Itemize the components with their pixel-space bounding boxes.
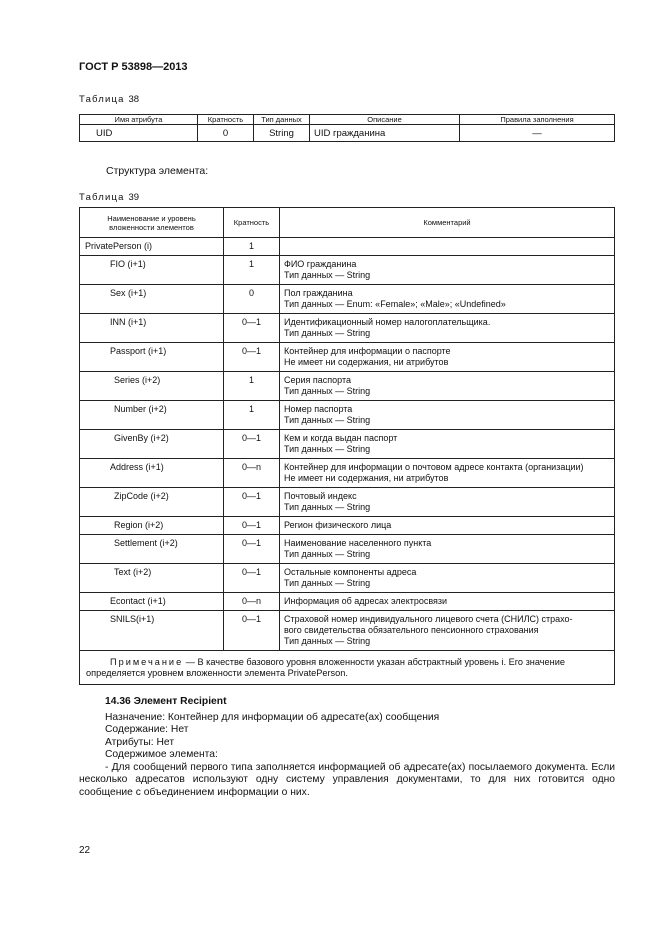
cell-fill-rules: — <box>460 125 615 142</box>
cell-element-name: GivenBy (i+2) <box>80 430 224 459</box>
page-number: 22 <box>79 845 91 856</box>
section-inner-content: Содержимое элемента: <box>105 749 218 760</box>
cell-element-name: INN (i+1) <box>80 314 224 343</box>
comment-line: Наименование населенного пункта <box>284 538 432 548</box>
comment-line: Тип данных — String <box>284 386 371 396</box>
table-39 <box>79 207 615 685</box>
cell-comment <box>280 401 615 430</box>
cell-element-name: Address (i+1) <box>80 459 224 488</box>
comment-line: Почтовый индекс <box>284 491 357 501</box>
header-description: Описание <box>310 115 460 125</box>
cell-multiplicity: 1 <box>224 256 280 285</box>
cell-comment <box>280 564 615 593</box>
table-row <box>80 459 615 488</box>
comment-line: Тип данных — String <box>284 502 371 512</box>
cell-comment <box>280 430 615 459</box>
cell-multiplicity: 1 <box>224 372 280 401</box>
cell-element-name: Settlement (i+2) <box>80 535 224 564</box>
header-element-name: Наименование и уровень вложенности элементов <box>80 208 224 238</box>
table-row <box>80 430 615 459</box>
cell-multiplicity: 1 <box>224 238 280 256</box>
comment-line: Тип данных — Enum: «Female»; «Male»; «Undefined» <box>284 299 506 309</box>
table-row <box>80 401 615 430</box>
cell-comment <box>280 314 615 343</box>
cell-element-name: Series (i+2) <box>80 372 224 401</box>
cell-multiplicity: 0—n <box>224 593 280 611</box>
table-row <box>80 343 615 372</box>
cell-comment <box>280 343 615 372</box>
comment-line: Не имеет ни содержания, ни атрибутов <box>284 357 449 367</box>
table-note-row <box>80 651 615 685</box>
table-row <box>80 125 615 142</box>
cell-element-name: Sex (i+1) <box>80 285 224 314</box>
comment-line: Тип данных — String <box>284 270 371 280</box>
cell-element-name: Passport (i+1) <box>80 343 224 372</box>
comment-line: Остальные компоненты адреса <box>284 567 417 577</box>
section-attributes: Атрибуты: Нет <box>105 736 175 748</box>
table-row <box>80 285 615 314</box>
comment-line: Номер паспорта <box>284 404 353 414</box>
comment-line: Контейнер для информации о почтовом адресе контакта (организации) <box>284 462 584 472</box>
cell-multiplicity: 0 <box>198 125 254 142</box>
comment-line: Регион физического лица <box>284 520 392 530</box>
header-comment: Комментарий <box>280 208 615 238</box>
table-row <box>80 535 615 564</box>
table-row <box>80 593 615 611</box>
section-recipient <box>79 696 615 799</box>
header-attr-name: Имя атрибута <box>80 115 198 125</box>
comment-line: Контейнер для информации о паспорте <box>284 346 451 356</box>
comment-line: Страховой номер индивидуального лицевого счета (СНИЛС) страхо- <box>284 614 573 624</box>
comment-line: ФИО гражданина <box>284 259 357 269</box>
cell-comment <box>280 372 615 401</box>
comment-line: Тип данных — String <box>284 444 371 454</box>
section-paragraph: - Для сообщений первого типа заполняется информацией об адресате(ах) посылаемого документа. Если несколько адресатов используют одну систему управления документами, то для них готовится одно сообщение с объединением информации о них. <box>79 761 615 798</box>
comment-line: Кем и когда выдан паспорт <box>284 433 398 443</box>
cell-comment <box>280 488 615 517</box>
comment-line: Тип данных — String <box>284 636 371 646</box>
document-standard-title: ГОСТ Р 53898—2013 <box>79 61 188 73</box>
comment-line: Тип данных — String <box>284 328 371 338</box>
table-39-caption <box>79 192 139 203</box>
comment-line: Пол гражданина <box>284 288 353 298</box>
comment-line: вого свидетельства обязательного пенсионного страхования <box>284 625 539 635</box>
table-row <box>80 564 615 593</box>
table-row <box>80 488 615 517</box>
table-row <box>80 611 615 651</box>
header-multiplicity: Кратность <box>224 208 280 238</box>
cell-element-name: PrivatePerson (i) <box>80 238 224 256</box>
cell-comment <box>280 238 615 256</box>
cell-multiplicity: 0—1 <box>224 611 280 651</box>
cell-multiplicity: 0—1 <box>224 535 280 564</box>
comment-line: Серия паспорта <box>284 375 352 385</box>
cell-comment <box>280 459 615 488</box>
caption-word: Таблица <box>79 94 125 105</box>
cell-element-name: ZipCode (i+2) <box>80 488 224 517</box>
caption-word: Таблица <box>79 192 125 203</box>
comment-line: Тип данных — String <box>284 578 371 588</box>
section-content: Содержание: Нет <box>105 724 189 735</box>
cell-attr-name: UID <box>80 125 198 142</box>
cell-multiplicity: 0—1 <box>224 430 280 459</box>
comment-line: Тип данных — String <box>284 549 371 559</box>
cell-element-name: Number (i+2) <box>80 401 224 430</box>
cell-comment <box>280 593 615 611</box>
section-purpose: Назначение: Контейнер для информации об адресате(ах) сообщения <box>105 711 440 723</box>
cell-comment <box>280 256 615 285</box>
table-row <box>80 238 615 256</box>
cell-element-name: SNILS(i+1) <box>80 611 224 651</box>
cell-comment <box>280 517 615 535</box>
cell-comment <box>280 611 615 651</box>
header-fill-rules: Правила заполнения <box>460 115 615 125</box>
cell-comment <box>280 535 615 564</box>
header-multiplicity: Кратность <box>198 115 254 125</box>
table-38 <box>79 114 615 142</box>
table-row <box>80 372 615 401</box>
cell-multiplicity: 0—1 <box>224 488 280 517</box>
cell-element-name: Text (i+2) <box>80 564 224 593</box>
table-row <box>80 256 615 285</box>
cell-multiplicity: 0—1 <box>224 343 280 372</box>
table-header-row <box>80 208 615 238</box>
cell-description: UID гражданина <box>310 125 460 142</box>
cell-element-name: Econtact (i+1) <box>80 593 224 611</box>
cell-data-type: String <box>254 125 310 142</box>
table-row <box>80 517 615 535</box>
cell-multiplicity: 0—1 <box>224 564 280 593</box>
caption-number: 38 <box>128 94 140 105</box>
cell-comment <box>280 285 615 314</box>
table-row <box>80 314 615 343</box>
section-title: 14.36 Элемент Recipient <box>105 696 227 707</box>
cell-element-name: Region (i+2) <box>80 517 224 535</box>
table-note <box>80 651 615 685</box>
cell-multiplicity: 0—1 <box>224 517 280 535</box>
comment-line: Тип данных — String <box>284 415 371 425</box>
table-header-row <box>80 115 615 125</box>
structure-label: Структура элемента: <box>106 165 209 177</box>
cell-multiplicity: 1 <box>224 401 280 430</box>
cell-multiplicity: 0—n <box>224 459 280 488</box>
caption-number: 39 <box>128 192 140 203</box>
header-data-type: Тип данных <box>254 115 310 125</box>
cell-multiplicity: 0 <box>224 285 280 314</box>
comment-line: Не имеет ни содержания, ни атрибутов <box>284 473 449 483</box>
cell-element-name: FIO (i+1) <box>80 256 224 285</box>
cell-multiplicity: 0—1 <box>224 314 280 343</box>
comment-line: Информация об адресах электросвязи <box>284 596 448 606</box>
note-label: Примечание <box>110 657 184 667</box>
comment-line: Идентификационный номер налогоплательщика. <box>284 317 491 327</box>
table-38-caption <box>79 94 139 105</box>
note-text: — В качестве базового уровня вложенности указан абстрактный уровень i. Его значение определяется уровнем вложенности элемента PrivatePerson. <box>86 657 565 678</box>
